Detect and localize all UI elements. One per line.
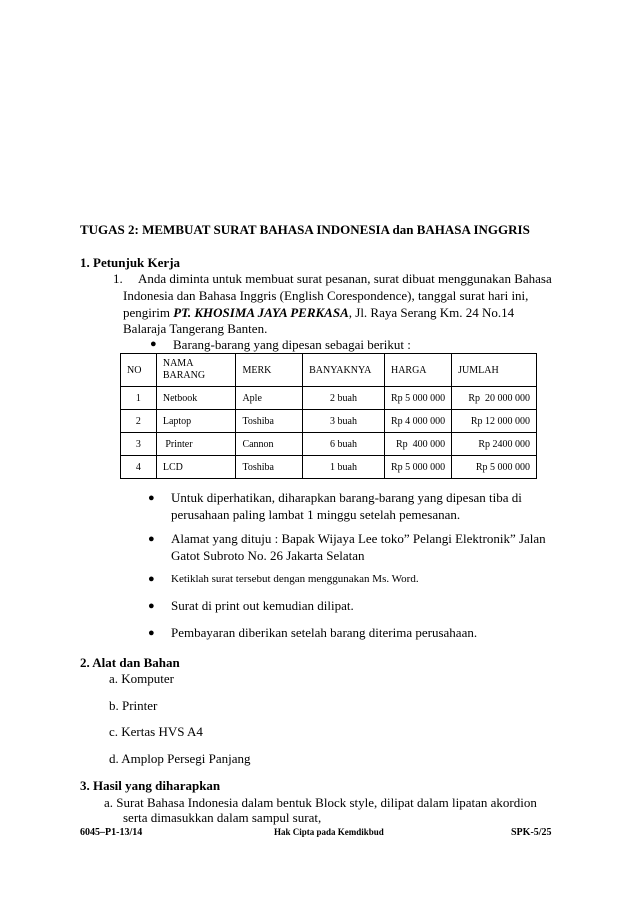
assignment-heading: TUGAS 2: MEMBUAT SURAT BAHASA INDONESIA dan BAHASA INGGRIS <box>80 222 530 237</box>
goods-table-body <box>121 354 537 479</box>
instruction-line-1: Anda diminta untuk membuat surat pesanan, surat dibuat menggunakan Bahasa <box>138 271 552 286</box>
cell-price: Rp 4 000 000 <box>384 410 451 433</box>
cell-total: Rp 5 000 000 <box>452 456 537 479</box>
sender-company: PT. KHOSIMA JAYA PERKASA <box>173 305 349 320</box>
cell-item-name: Laptop <box>156 410 236 433</box>
section-3-title: 3. Hasil yang diharapkan <box>80 778 221 793</box>
cell-no: 1 <box>121 387 157 410</box>
cell-quantity: 3 buah <box>303 410 385 433</box>
bullet-1-line-2: perusahaan paling lambat 1 minggu setelah pemesanan. <box>171 507 461 522</box>
cell-quantity: 2 buah <box>303 387 385 410</box>
bullet-icon: ● <box>148 600 155 612</box>
bullet-5-line-1: Pembayaran diberikan setelah barang diterima perusahaan. <box>171 625 478 640</box>
item-number: 1. <box>113 271 123 286</box>
header-quantity: BANYAKNYA <box>303 354 385 387</box>
instruction-line-2: Indonesia dan Bahasa Inggris (English Corespondence), tanggal surat hari ini, <box>123 288 529 303</box>
table-row <box>121 387 537 410</box>
result-line-1: a. Surat Bahasa Indonesia dalam bentuk Block style, dilipat dalam lipatan akordion <box>104 795 537 810</box>
sender-address: , Jl. Raya Serang Km. 24 No.14 <box>348 305 515 320</box>
cell-no: 3 <box>121 433 157 456</box>
bullet-1-line-1: Untuk diperhatikan, diharapkan barang-barang yang dipesan tiba di <box>171 490 522 505</box>
cell-item-name: LCD <box>156 456 236 479</box>
tool-item: c. Kertas HVS A4 <box>109 724 203 739</box>
table-row <box>121 433 537 456</box>
bullet-3-line-1: Ketiklah surat tersebut dengan menggunakan Ms. Word. <box>171 573 419 585</box>
cell-brand: Toshiba <box>236 410 303 433</box>
footer-page: SPK-5/25 <box>511 827 552 838</box>
cell-total: Rp 20 000 000 <box>452 387 537 410</box>
tool-item: b. Printer <box>109 698 158 713</box>
cell-price: Rp 5 000 000 <box>384 456 451 479</box>
cell-no: 2 <box>121 410 157 433</box>
section-1-title: 1. Petunjuk Kerja <box>80 255 181 270</box>
cell-total: Rp 12 000 000 <box>452 410 537 433</box>
header-item-name: NAMA BARANG <box>156 354 236 387</box>
goods-table <box>120 353 537 479</box>
cell-brand: Aple <box>236 387 303 410</box>
cell-item-name: Printer <box>156 433 236 456</box>
sender-prefix: pengirim <box>123 305 174 320</box>
header-price: HARGA <box>384 354 451 387</box>
bullet-icon: ● <box>148 533 155 545</box>
tool-item: d. Amplop Persegi Panjang <box>109 751 251 766</box>
bullet-intro: Barang-barang yang dipesan sebagai berikut : <box>173 337 411 352</box>
footer-copyright: Hak Cipta pada Kemdikbud <box>274 827 384 837</box>
bullet-4-line-1: Surat di print out kemudian dilipat. <box>171 598 354 613</box>
table-row <box>121 410 537 433</box>
cell-price: Rp 5 000 000 <box>384 387 451 410</box>
header-brand: MERK <box>236 354 303 387</box>
bullet-icon: ● <box>148 492 155 504</box>
bullet-2-line-2: Gatot Subroto No. 26 Jakarta Selatan <box>171 548 365 563</box>
result-line-2: serta dimasukkan dalam sampul surat, <box>123 810 322 825</box>
cell-price: Rp 400 000 <box>384 433 451 456</box>
bullet-icon: ● <box>148 573 155 585</box>
cell-quantity: 1 buah <box>303 456 385 479</box>
table-header-row <box>121 354 537 387</box>
bullet-icon: ● <box>148 627 155 639</box>
footer-code: 6045–P1-13/14 <box>80 827 143 838</box>
cell-brand: Cannon <box>236 433 303 456</box>
cell-brand: Toshiba <box>236 456 303 479</box>
bullet-2-line-1: Alamat yang dituju : Bapak Wijaya Lee toko” Pelangi Elektronik” Jalan <box>171 531 546 546</box>
cell-total: Rp 2400 000 <box>452 433 537 456</box>
header-no: NO <box>121 354 157 387</box>
tool-item: a. Komputer <box>109 671 174 686</box>
section-2-title: 2. Alat dan Bahan <box>80 655 180 670</box>
bullet-icon: ● <box>150 338 157 350</box>
cell-item-name: Netbook <box>156 387 236 410</box>
header-total: JUMLAH <box>452 354 537 387</box>
table-row <box>121 456 537 479</box>
instruction-line-3 <box>123 305 514 321</box>
cell-no: 4 <box>121 456 157 479</box>
instruction-line-4: Balaraja Tangerang Banten. <box>123 321 268 336</box>
cell-quantity: 6 buah <box>303 433 385 456</box>
